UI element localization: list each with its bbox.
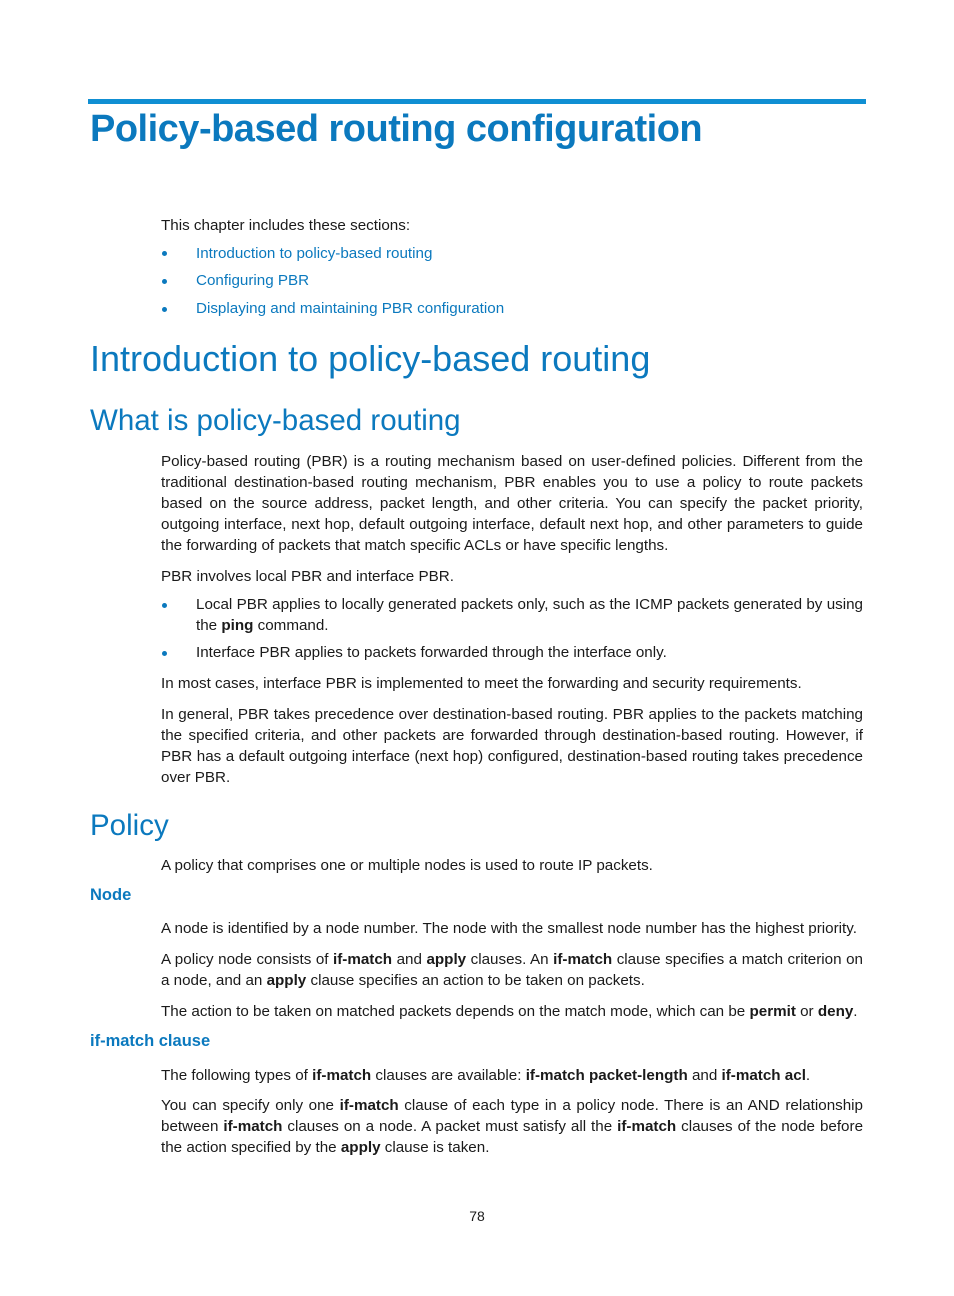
section-title-introduction: Introduction to policy-based routing	[90, 338, 651, 379]
paragraph-node-number: A node is identified by a node number. The node with the smallest node number has the highest priority.	[161, 920, 857, 937]
bullet-icon	[162, 651, 167, 656]
chapter-rule	[88, 99, 866, 104]
toc-link-displaying[interactable]: Displaying and maintaining PBR configuration	[196, 300, 505, 317]
paragraph-node-clauses: A policy node consists of if-match and apply clauses. An if-match clause specifies a match criterion on a node, and an apply clause specifies an action to be taken on packets.	[161, 951, 863, 989]
bullet-icon	[162, 603, 167, 608]
paragraph-if-match-types: The following types of if-match clauses are available: if-match packet-length and if-match acl.	[161, 1067, 811, 1084]
toc-lead: This chapter includes these sections:	[161, 217, 411, 234]
toc-link-configuring[interactable]: Configuring PBR	[196, 272, 310, 289]
paragraph-precedence: In general, PBR takes precedence over destination-based routing. PBR applies to the packets matching the specified criteria, and other packets are forwarded through destination-based routing. However, if PBR has a default outgoing interface (next hop) configured, destination-based routing takes precedence over PBR.	[161, 706, 863, 786]
heading-node: Node	[90, 886, 132, 904]
paragraph-if-match-rules: You can specify only one if-match clause of each type in a policy node. There is an AND relationship between if-match clauses on a node. A packet must satisfy all the if-match clauses of the node before the action specified by the apply clause is taken.	[161, 1097, 864, 1156]
subsection-title-what-is: What is policy-based routing	[90, 404, 461, 437]
keyword-ping: ping	[221, 617, 254, 634]
bullet-icon	[162, 279, 167, 284]
bullet-icon	[162, 307, 167, 312]
chapter-title: Policy-based routing configuration	[90, 108, 703, 150]
paragraph-pbr-types: PBR involves local PBR and interface PBR.	[161, 568, 454, 585]
paragraph-pbr-definition: Policy-based routing (PBR) is a routing mechanism based on user-defined policies. Different from the traditional destination-based routing mechanism, PBR enables you to use a policy to route packets based on the source address, packet length, and other criteria. You can specify the packet priority, outgoing interface, next hop, default outgoing interface, default next hop, and other parameters to guide the forwarding of packets that match specific ACLs or have specific lengths.	[161, 453, 863, 554]
bullet-interface-pbr: Interface PBR applies to packets forwarded through the interface only.	[196, 644, 667, 661]
subsection-title-policy: Policy	[90, 809, 169, 842]
bullet-local-pbr: Local PBR applies to locally generated packets only, such as the ICMP packets generated by using the ping command.	[196, 596, 863, 634]
paragraph-most-cases: In most cases, interface PBR is implemented to meet the forwarding and security requirements.	[161, 675, 802, 692]
heading-if-match-clause: if-match clause	[90, 1032, 211, 1050]
page-number: 78	[469, 1208, 485, 1224]
paragraph-match-mode: The action to be taken on matched packets depends on the match mode, which can be permit or deny.	[161, 1003, 858, 1020]
bullet-icon	[162, 251, 167, 256]
paragraph-policy: A policy that comprises one or multiple nodes is used to route IP packets.	[161, 857, 653, 874]
toc-link-introduction[interactable]: Introduction to policy-based routing	[196, 245, 433, 262]
